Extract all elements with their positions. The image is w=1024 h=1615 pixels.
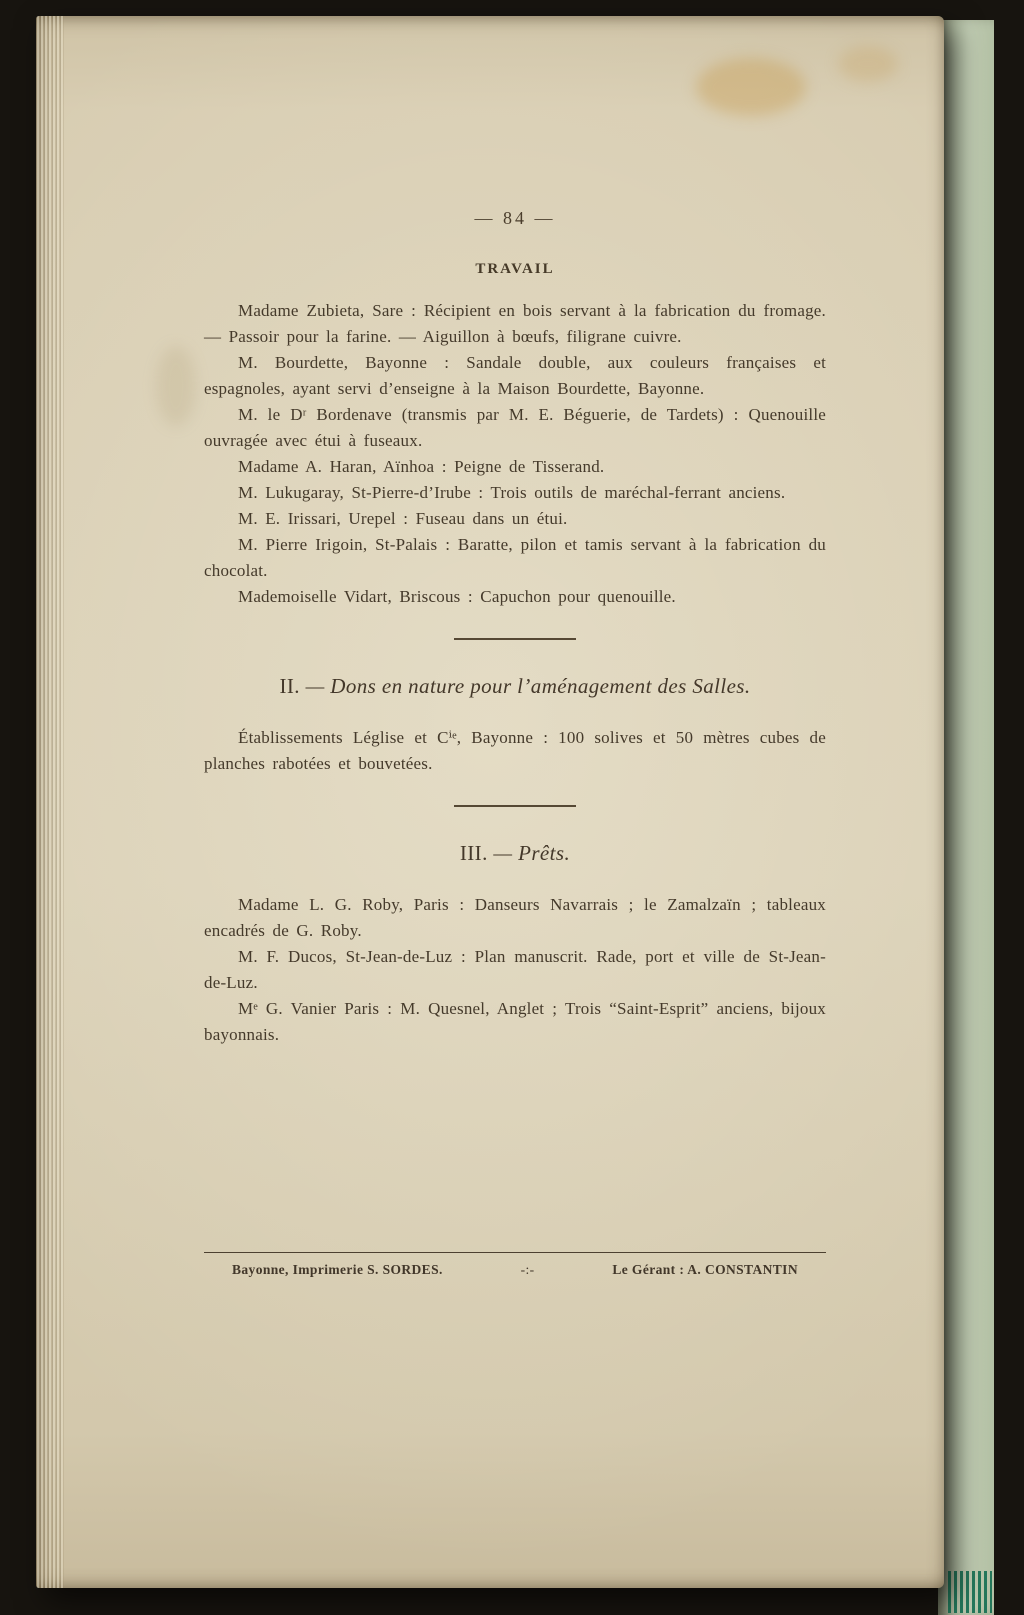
paragraph: M. le Dʳ Bordenave (transmis par M. E. Béguerie, de Tardets) : Quenouille ouvragée avec étui à fuseaux. [204, 405, 826, 450]
paragraph: M. F. Ducos, St-Jean-de-Luz : Plan manuscrit. Rade, port et ville de St-Jean-de-Luz. [204, 947, 826, 992]
section-divider [454, 805, 576, 807]
section-ii-numeral: II. [279, 674, 300, 698]
page-number: — 84 — [474, 208, 556, 228]
imprint-separator: -:- [520, 1262, 535, 1277]
barcode [948, 1571, 992, 1613]
imprint-manager: Le Gérant : A. CONSTANTIN [612, 1262, 798, 1277]
paragraph: M. Bourdette, Bayonne : Sandale double, aux couleurs françaises et espagnoles, ayant servi d’enseigne à la Maison Bourdette, Bayonne. [204, 353, 826, 398]
paragraph: M. E. Irissari, Urepel : Fuseau dans un étui. [238, 509, 568, 528]
paragraph: M. Lukugaray, St-Pierre-d’Irube : Trois outils de maréchal-ferrant anciens. [238, 483, 786, 502]
imprint-row [204, 1253, 826, 1278]
paragraph: Madame L. G. Roby, Paris : Danseurs Navarrais ; le Zamalzaïn ; tableaux encadrés de G. Roby. [204, 895, 826, 940]
page-stack-edge [36, 16, 64, 1588]
paragraph: Madame Zubieta, Sare : Récipient en bois servant à la fabrication du fromage. — Passoir pour la farine. — Aiguillon à bœufs, filigrane cuivre. [204, 301, 826, 346]
imprint-footer [204, 1252, 826, 1278]
paper-stain [156, 346, 196, 426]
paragraph: Mᵉ G. Vanier Paris : M. Quesnel, Anglet ; Trois “Saint-Esprit” anciens, bijoux bayonnais. [204, 999, 826, 1044]
page-content [204, 16, 826, 1048]
paragraph: Madame A. Haran, Aïnhoa : Peigne de Tisserand. [238, 457, 605, 476]
next-page-edge [938, 20, 994, 1615]
paragraph: M. Pierre Irigoin, St-Palais : Baratte, pilon et tamis servant à la fabrication du chocolat. [204, 535, 826, 580]
section-divider [454, 638, 576, 640]
section-iii-numeral: III. [459, 841, 488, 865]
section-iii-title: — Prêts. [493, 841, 571, 865]
section-ii-heading [204, 674, 826, 699]
paragraph: Mademoiselle Vidart, Briscous : Capuchon pour quenouille. [238, 587, 676, 606]
section-travail-heading: TRAVAIL [475, 261, 555, 277]
imprint-printer: Bayonne, Imprimerie S. SORDES. [232, 1262, 443, 1277]
section-ii-title: — Dons en nature pour l’aménagement des Salles. [305, 674, 751, 698]
paragraph: Établissements Léglise et Cⁱᵉ, Bayonne : 100 solives et 50 mètres cubes de planches rabotées et bouvetées. [204, 728, 826, 773]
book-page [36, 16, 944, 1588]
paper-stain [838, 46, 898, 82]
section-iii-heading [204, 841, 826, 866]
